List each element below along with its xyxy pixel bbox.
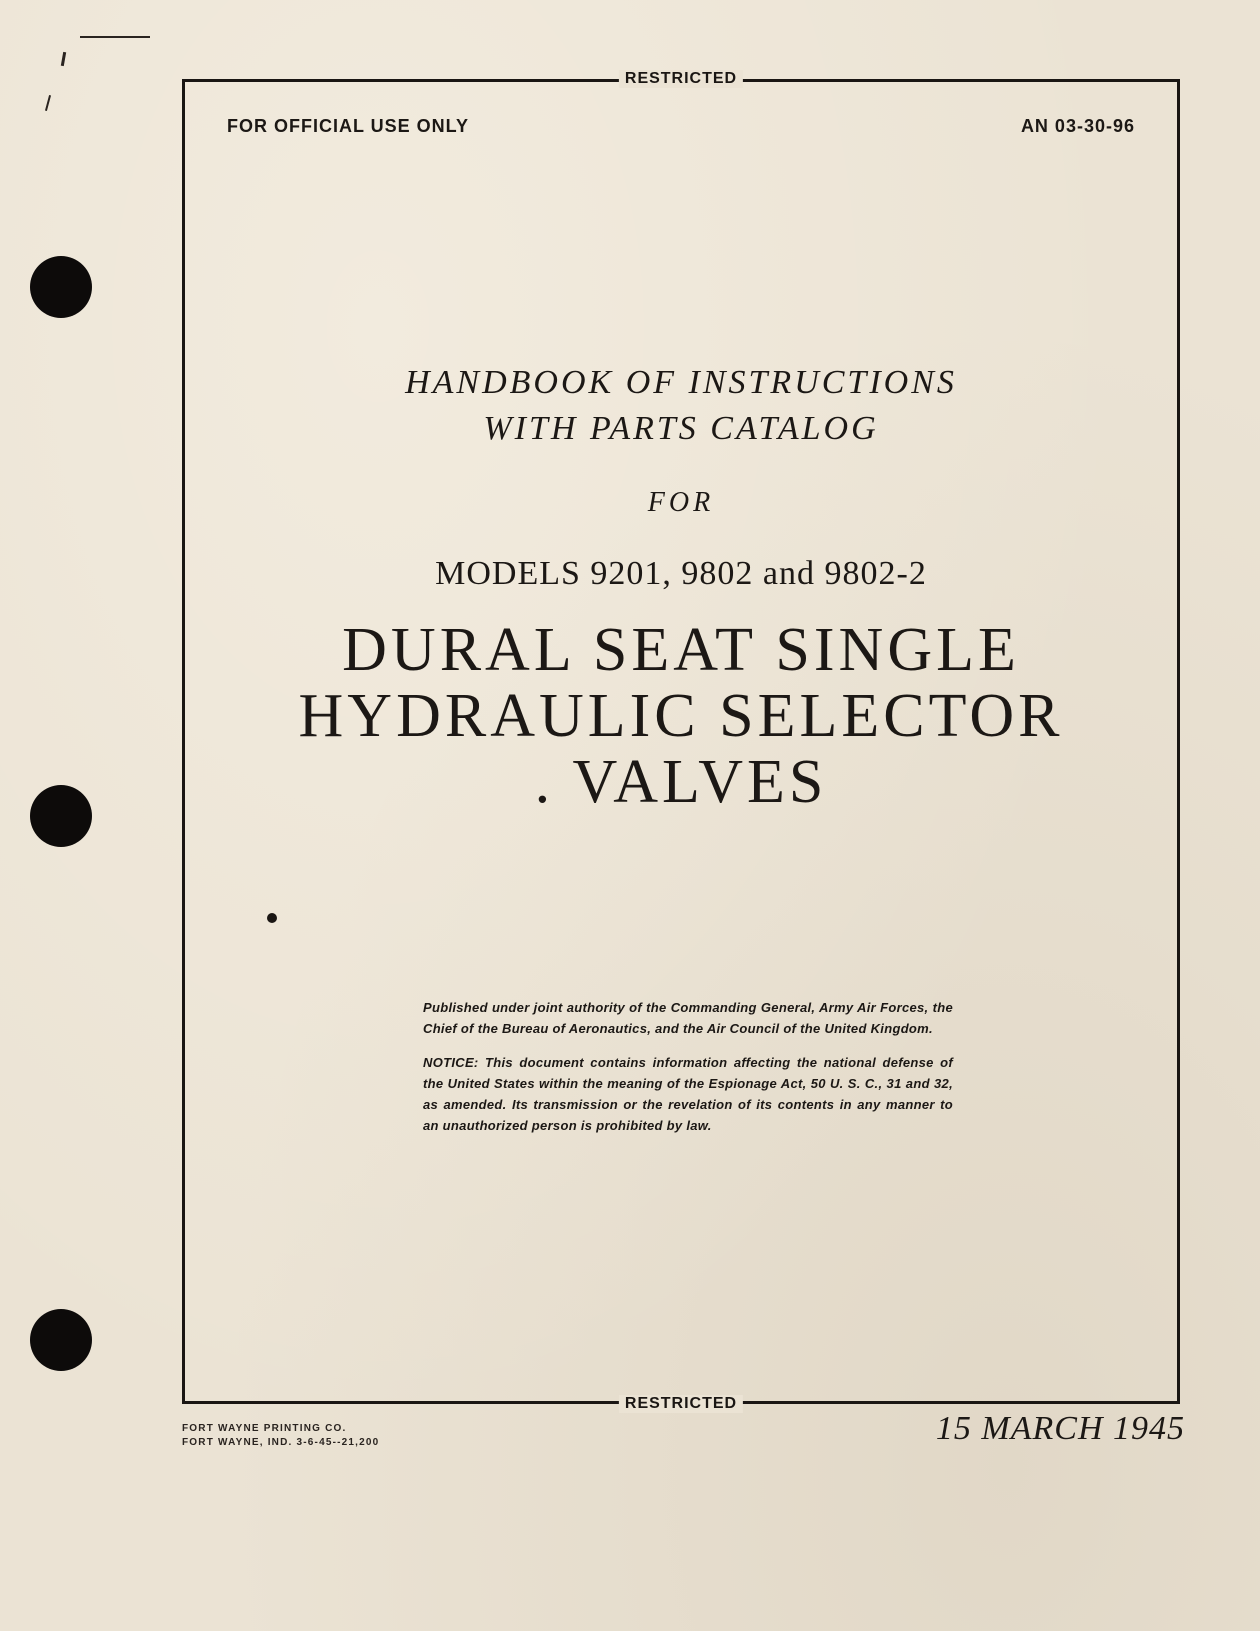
for-label: FOR	[647, 487, 715, 518]
restricted-top-label: RESTRICTED	[619, 70, 743, 88]
printer-imprint	[182, 1422, 379, 1450]
handbook-line-2: WITH PARTS CATALOG	[483, 410, 879, 447]
handbook-line-1: HANDBOOK OF INSTRUCTIONS	[405, 364, 957, 401]
document-number: AN 03-30-96	[1020, 116, 1135, 136]
main-title-line-2: HYDRAULIC SELECTOR	[298, 682, 1064, 750]
authority-paragraph: Published under joint authority of the Commanding General, Army Air Forces, the Chief of the Bureau of Aeronautics, and the Air Council of the United Kingdom.	[423, 1000, 953, 1036]
printer-line-2: FORT WAYNE, IND. 3-6-45--21,200	[182, 1437, 380, 1448]
publication-date: 15 MARCH 1945	[935, 1410, 1185, 1447]
models-line: MODELS 9201, 9802 and 9802-2	[435, 555, 927, 592]
main-title-line-1: DURAL SEAT SINGLE	[342, 616, 1020, 684]
pencil-mark	[61, 52, 66, 66]
notice-block	[423, 997, 953, 1149]
punch-hole-top	[30, 256, 92, 318]
handbook-heading	[185, 360, 1177, 452]
pencil-mark	[45, 95, 51, 111]
official-use-label: FOR OFFICIAL USE ONLY	[227, 116, 470, 136]
main-title	[185, 617, 1177, 815]
page-border	[182, 70, 1180, 1412]
pencil-mark	[80, 36, 150, 38]
punch-hole-middle	[30, 785, 92, 847]
main-title-line-3: . VALVES	[534, 748, 828, 816]
printer-line-1: FORT WAYNE PRINTING CO.	[182, 1423, 347, 1434]
punch-hole-bottom	[30, 1309, 92, 1371]
espionage-notice-paragraph: NOTICE: This document contains information affecting the national defense of the United States within the meaning of the Espionage Act, 50 U. S. C., 31 and 32, as amended. Its transmission or the revelation of its contents in any manner to an unauthorized person is prohibited by law.	[423, 1055, 953, 1133]
restricted-bottom-label: RESTRICTED	[619, 1395, 743, 1413]
